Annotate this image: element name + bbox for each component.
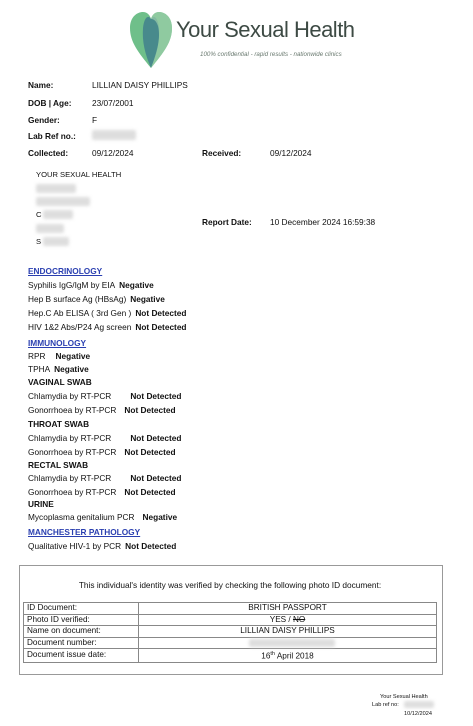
issue-day: 16 (261, 651, 271, 661)
test-result: Not Detected (135, 308, 187, 318)
document-number-redacted (249, 639, 335, 647)
heart-logo-icon (128, 8, 174, 72)
test-row (28, 351, 90, 361)
id-doc-label: ID Document: (24, 603, 139, 615)
address-redacted-1 (36, 184, 76, 193)
section-vaginal-swab: VAGINAL SWAB (28, 377, 92, 387)
table-row (24, 614, 437, 626)
table-row (24, 626, 437, 638)
test-result: Not Detected (124, 405, 176, 415)
footer-labref-label: Lab ref no: (372, 702, 399, 708)
address-initial-2: S (36, 237, 42, 246)
test-result: Not Detected (125, 541, 177, 551)
gender-label: Gender: (28, 115, 60, 125)
collected-value: 09/12/2024 (92, 148, 134, 158)
table-row (24, 649, 437, 663)
issue-date-value (139, 649, 437, 663)
test-result: Negative (119, 280, 154, 290)
collected-label: Collected: (28, 148, 69, 158)
test-name: Qualitative HIV-1 by PCR (28, 541, 122, 551)
document-number-label: Document number: (24, 637, 139, 649)
test-row (28, 391, 181, 401)
id-verification-table (23, 602, 437, 663)
section-urine: URINE (28, 499, 54, 509)
brand-logo (128, 8, 174, 72)
test-result: Negative (142, 512, 178, 522)
test-name: HIV 1&2 Abs/P24 Ag screen (28, 322, 132, 332)
labref-label: Lab Ref no.: (28, 131, 76, 141)
name-on-document-value: LILLIAN DAISY PHILLIPS (139, 626, 437, 638)
address-line-1: YOUR SEXUAL HEALTH (36, 170, 122, 179)
test-row (28, 364, 89, 374)
address-redacted-4 (36, 224, 64, 233)
footer-org: Your Sexual Health (380, 694, 428, 700)
id-verification-statement: This individual's identity was verified by checking the following photo ID document: (78, 580, 382, 590)
test-result: Negative (55, 351, 91, 361)
address-initial-1: C (36, 210, 42, 219)
test-row (28, 294, 165, 304)
name-value: LILLIAN DAISY PHILLIPS (92, 80, 188, 90)
test-row (28, 322, 187, 332)
test-name: Mycoplasma genitalium PCR (28, 512, 135, 522)
address-redacted-5 (43, 237, 69, 246)
test-name: Syphilis IgG/IgM by EIA (28, 280, 116, 290)
test-result: Not Detected (130, 473, 182, 483)
test-name: Gonorrhoea by RT-PCR (28, 447, 117, 457)
gender-value: F (92, 115, 98, 125)
test-row (28, 541, 176, 551)
issue-month-year: April 2018 (275, 651, 314, 661)
report-date-value: 10 December 2024 16:59:38 (270, 217, 376, 227)
test-result: Negative (130, 294, 165, 304)
test-name: Hep B surface Ag (HBsAg) (28, 294, 127, 304)
photo-verified-yes: YES / (269, 614, 293, 624)
test-result: Not Detected (124, 487, 176, 497)
section-manchester-pathology: MANCHESTER PATHOLOGY (28, 527, 141, 537)
test-result: Not Detected (124, 447, 176, 457)
test-row (28, 280, 154, 290)
test-name: Hep.C Ab ELISA ( 3rd Gen ) (28, 308, 132, 318)
document-number-value (139, 637, 437, 649)
section-immunology: IMMUNOLOGY (28, 338, 87, 348)
section-rectal-swab: RECTAL SWAB (28, 460, 89, 470)
footer-labref-redacted (404, 701, 434, 708)
test-row (28, 487, 176, 497)
test-row (28, 447, 176, 457)
test-row (28, 433, 181, 443)
section-endocrinology: ENDOCRINOLOGY (28, 266, 103, 276)
test-result: Not Detected (130, 433, 182, 443)
photo-verified-value (139, 614, 437, 626)
received-label: Received: (202, 148, 242, 158)
section-throat-swab: THROAT SWAB (28, 419, 90, 429)
test-name: Gonorrhoea by RT-PCR (28, 405, 117, 415)
photo-verified-no: NO (292, 614, 306, 624)
table-row (24, 603, 437, 615)
test-row (28, 512, 177, 522)
test-result: Not Detected (130, 391, 182, 401)
name-on-document-label: Name on document: (24, 626, 139, 638)
test-name: Chlamydia by RT-PCR (28, 433, 112, 443)
name-label: Name: (28, 80, 54, 90)
test-name: Chlamydia by RT-PCR (28, 473, 112, 483)
test-name: Chlamydia by RT-PCR (28, 391, 112, 401)
brand-tagline: 100% confidential - rapid results - nationwide clinics (200, 51, 342, 58)
footer-date: 10/12/2024 (404, 711, 432, 717)
test-name: TPHA (28, 364, 51, 374)
address-redacted-2 (36, 197, 90, 206)
test-row (28, 405, 176, 415)
brand-name: Your Sexual Health (176, 17, 355, 42)
report-date-label: Report Date: (202, 217, 252, 227)
dob-value: 23/07/2001 (92, 98, 134, 108)
received-value: 09/12/2024 (270, 148, 312, 158)
dob-label: DOB | Age: (28, 98, 72, 108)
id-doc-value: BRITISH PASSPORT (139, 603, 437, 615)
test-name: Gonorrhoea by RT-PCR (28, 487, 117, 497)
test-row (28, 308, 186, 318)
issue-day-suffix: th (270, 651, 275, 657)
photo-verified-label: Photo ID verified: (24, 614, 139, 626)
test-result: Not Detected (135, 322, 187, 332)
address-redacted-3 (43, 210, 73, 219)
table-row (24, 637, 437, 649)
test-row (28, 473, 181, 483)
test-result: Negative (54, 364, 89, 374)
labref-redacted (92, 130, 136, 140)
issue-date-label: Document issue date: (24, 649, 139, 663)
test-name: RPR (28, 351, 46, 361)
